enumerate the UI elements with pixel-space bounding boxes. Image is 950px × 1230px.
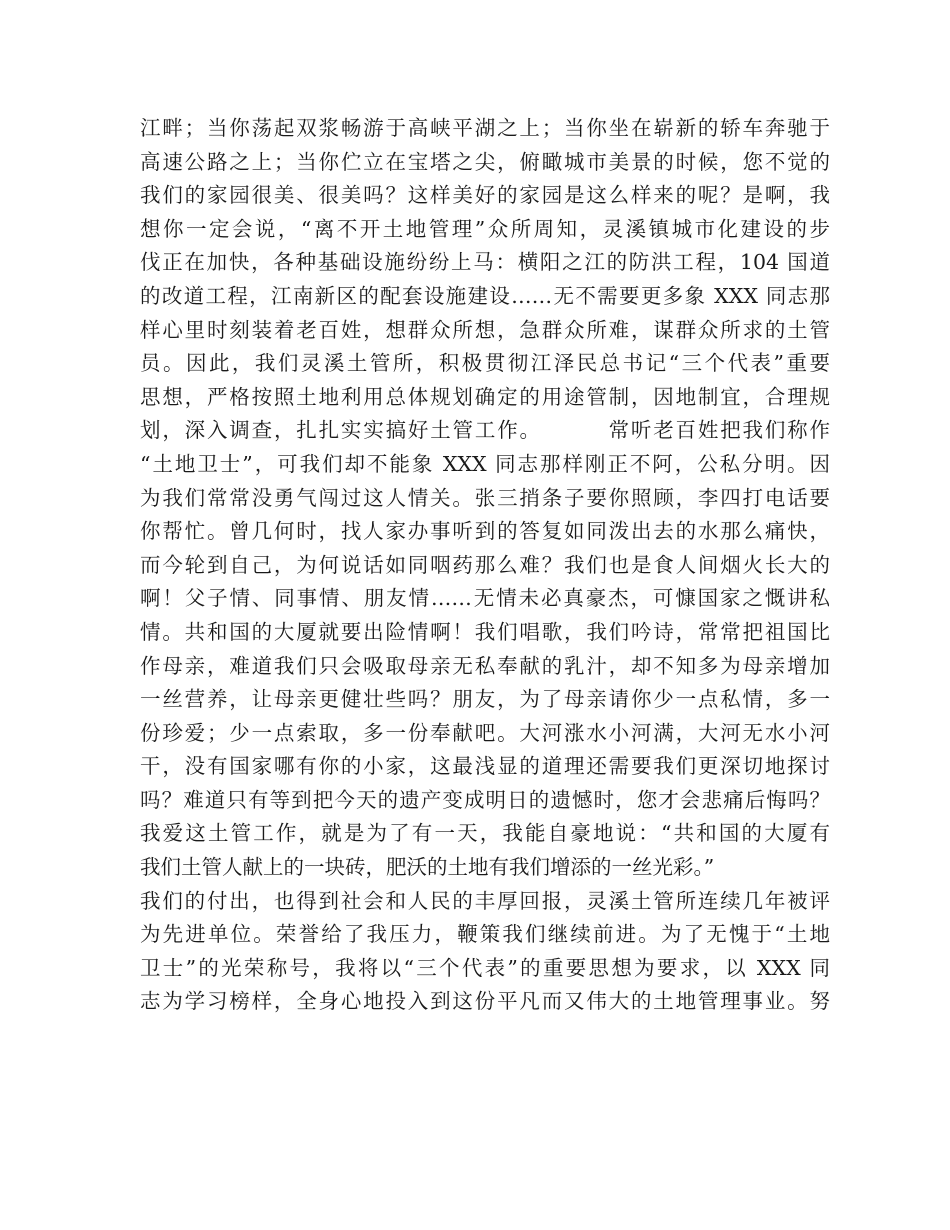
text-line: 江畔；当你荡起双浆畅游于高峡平湖之上；当你坐在崭新的轿车奔驰于 [140, 116, 830, 140]
text-line: 你帮忙。曾几何时，找人家办事听到的答复如同泼出去的水那么痛快， [140, 519, 830, 544]
text-line: 高速公路之上；当你伫立在宝塔之尖，俯瞰城市美景的时候，您不觉的 [140, 149, 830, 174]
text-line: 划，深入调查，扎扎实实搞好土管工作。 常听老百姓把我们称作 [140, 418, 830, 443]
text-line: “土地卫士”，可我们却不能象 XXX 同志那样刚正不阿，公私分明。因 [140, 451, 830, 476]
text-line: 卫士”的光荣称号，我将以“三个代表”的重要思想为要求，以 XXX 同 [140, 955, 830, 980]
text-line: 啊！父子情、同事情、朋友情……无情未必真豪杰，可慷国家之慨讲私 [140, 586, 830, 611]
text-line: 情。共和国的大厦就要出险情啊！我们唱歌，我们吟诗，常常把祖国比 [140, 619, 830, 644]
body-text [140, 112, 830, 1019]
text-line: 伐正在加快，各种基础设施纷纷上马：横阳之江的防洪工程，104 国道 [140, 250, 830, 275]
text-line: 为先进单位。荣誉给了我压力，鞭策我们继续前进。为了无愧于“土地 [140, 922, 830, 947]
text-line: 我爱这土管工作，就是为了有一天，我能自豪地说：“共和国的大厦有 [140, 821, 830, 846]
text-line: 为我们常常没勇气闯过这人情关。张三捎条子要你照顾，李四打电话要 [140, 485, 830, 510]
text-line: 思想，严格按照土地利用总体规划确定的用途管制，因地制宜，合理规 [140, 384, 830, 409]
text-line: 我们土管人献上的一块砖，肥沃的土地有我们增添的一丝光彩。” [140, 855, 715, 880]
text-line: 吗？难道只有等到把今天的遗产变成明日的遗憾时，您才会悲痛后悔吗？ [140, 787, 830, 812]
text-line: 我们的付出，也得到社会和人民的丰厚回报，灵溪土管所连续几年被评 [140, 888, 830, 913]
text-line: 而今轮到自己，为何说话如同咽药那么难？我们也是食人间烟火长大的 [140, 552, 830, 577]
text-line: 干，没有国家哪有你的小家，这最浅显的道理还需要我们更深切地探讨 [140, 754, 830, 779]
text-line: 想你一定会说，“离不开土地管理”众所周知，灵溪镇城市化建设的步 [140, 216, 830, 241]
text-line: 份珍爱；少一点索取，多一份奉献吧。大河涨水小河满，大河无水小河 [140, 720, 830, 745]
text-line: 的改道工程，江南新区的配套设施建设……无不需要更多象 XXX 同志那 [140, 283, 830, 308]
text-line: 员。因此，我们灵溪土管所，积极贯彻江泽民总书记“三个代表”重要 [140, 351, 830, 376]
text-line: 样心里时刻装着老百姓，想群众所想，急群众所难，谋群众所求的土管 [140, 317, 830, 342]
text-line: 我们的家园很美、很美吗？这样美好的家园是这么样来的呢？是啊，我 [140, 183, 830, 208]
text-line: 志为学习榜样，全身心地投入到这份平凡而又伟大的土地管理事业。努 [140, 989, 830, 1014]
text-line: 一丝营养，让母亲更健壮些吗？朋友，为了母亲请你少一点私情，多一 [140, 687, 830, 712]
text-line: 作母亲，难道我们只会吸取母亲无私奉献的乳汁，却不知多为母亲增加 [140, 653, 830, 678]
